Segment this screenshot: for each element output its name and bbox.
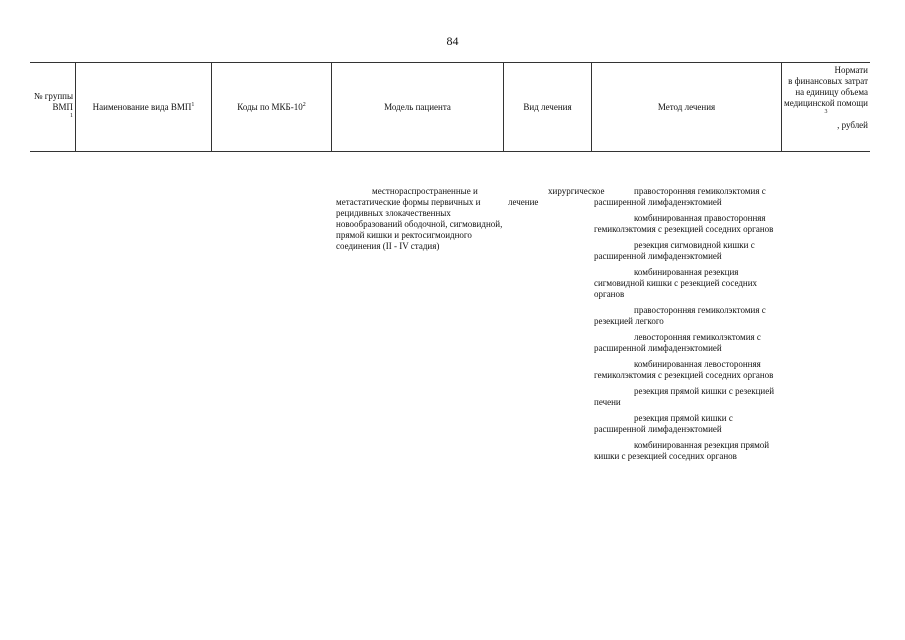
header-cost-standard-line1: Нормати xyxy=(834,65,868,75)
header-patient-model-label: Модель пациента xyxy=(384,101,451,112)
header-vmp-name xyxy=(76,63,212,151)
header-patient-model xyxy=(332,63,504,151)
header-icd-codes xyxy=(212,63,332,151)
header-cost-standard xyxy=(782,63,870,151)
treatment-method-item: комбинированная правосторонняя гемиколэктомия с резекцией соседних органов xyxy=(594,213,774,234)
footnote-2-marker: 2 xyxy=(302,101,306,108)
header-treatment-type xyxy=(504,63,592,151)
treatment-method-item: комбинированная резекция прямой кишки с резекцией соседних органов xyxy=(594,440,770,461)
treatment-method-item: резекция сигмовидной кишки с расширенной лимфаденэктомией xyxy=(594,240,755,261)
patient-model-cell xyxy=(336,186,506,252)
treatment-type-cell xyxy=(508,186,605,208)
header-treatment-method xyxy=(592,63,782,151)
header-icd-codes-label: Коды по МКБ-10 xyxy=(237,101,303,112)
treatment-method-item: резекция прямой кишки с резекцией печени xyxy=(594,386,775,407)
patient-model-text: местнораспространенные и метастатические формы первичных и рецидивных злокачественных новообразований ободочной, сигмовидной, прямой кишки и ректосигмоидного соединения (II - IV стадия) xyxy=(336,186,503,251)
treatment-method-item: правосторонняя гемиколэктомия с расширенной лимфаденэктомией xyxy=(594,186,766,207)
header-group-number-label: № группы ВМП xyxy=(33,90,73,112)
treatment-methods-list xyxy=(594,186,786,467)
header-cost-standard-label: в финансовых затрат на единицу объема медицинской помощи xyxy=(784,76,868,108)
footnote-1-marker: 1 xyxy=(70,112,73,119)
footnote-1-marker: 1 xyxy=(191,101,195,108)
treatment-method-item: комбинированная резекция сигмовидной кишки с резекцией соседних органов xyxy=(594,267,758,299)
header-treatment-type-label: Вид лечения xyxy=(523,101,572,112)
header-cost-standard-unit: , рублей xyxy=(837,120,868,130)
footnote-3-marker: 3 xyxy=(824,109,828,115)
page-number: 84 xyxy=(446,34,459,48)
treatment-method-item: комбинированная левосторонняя гемиколэктомия с резекцией соседних органов xyxy=(594,359,774,380)
header-group-number xyxy=(30,63,76,151)
header-treatment-method-label: Метод лечения xyxy=(657,101,716,112)
treatment-method-item: правосторонняя гемиколэктомия с резекцией легкого xyxy=(594,305,766,326)
treatment-method-item: резекция прямой кишки с расширенной лимфаденэктомией xyxy=(594,413,733,434)
treatment-type-text: хирургическое лечение xyxy=(508,186,605,207)
table-header xyxy=(30,62,870,152)
header-vmp-name-label: Наименование вида ВМП xyxy=(92,101,192,112)
treatment-method-item: левосторонняя гемиколэктомия с расширенной лимфаденэктомией xyxy=(594,332,761,353)
